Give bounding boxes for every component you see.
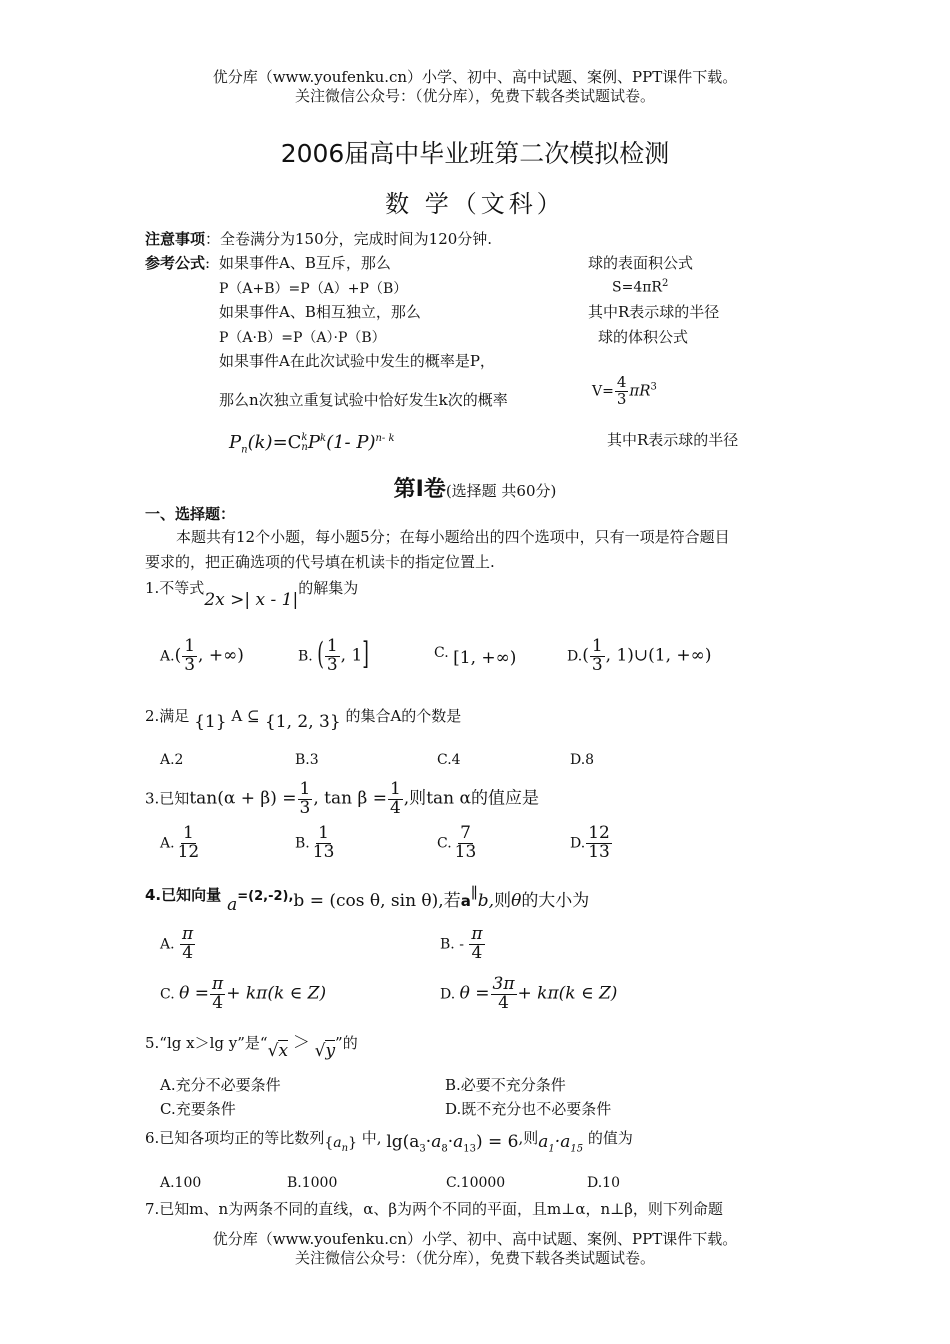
q3-p4: tan α xyxy=(426,788,471,809)
q4-vector-a: a xyxy=(227,895,238,915)
q3-p3: ,则 xyxy=(403,788,427,809)
q6-lg: lg(a xyxy=(386,1132,420,1152)
q2-option-c: C.4 xyxy=(437,752,461,768)
sphere-area: S=4πR xyxy=(612,279,662,296)
section-1-intro-2: 要求的，把正确选项的代号填在机读卡的指定位置上. xyxy=(145,553,495,571)
q4-theta: θ xyxy=(511,891,522,911)
question-2: 2.满足 {1} A ⊆ {1, 2, 3} 的集合A的个数是 xyxy=(145,707,462,732)
formulas-label-row xyxy=(145,252,210,273)
question-7: 7.已知m、n为两条不同的直线，α、β为两个不同的平面，且m⊥α，n⊥β，则下列命题 xyxy=(145,1200,723,1218)
q6-s1: 1 xyxy=(548,1143,555,1155)
q6-s13: 13 xyxy=(463,1143,476,1155)
footer-line-2: 关注微信公众号：（优分库），免费下载各类试题试卷。 xyxy=(294,1249,655,1267)
q3-a-den: 12 xyxy=(177,841,200,862)
section-1-label: 第Ⅰ卷 xyxy=(393,477,446,502)
q3-option-a xyxy=(160,825,202,862)
q1-b-tail: , 1 xyxy=(340,645,363,666)
q4-d-label: D. xyxy=(440,986,456,1003)
q6-option-c: C.10000 xyxy=(446,1175,506,1191)
q4-b2: b, xyxy=(477,891,495,911)
q4-a-label: A. xyxy=(160,936,175,953)
q5-option-a: A.充分不必要条件 xyxy=(160,1076,281,1094)
q1-option-c: C. [1, +∞) xyxy=(434,645,517,668)
q4-d-den: 4 xyxy=(498,992,509,1013)
q3-p1: tan(α + β) = xyxy=(189,788,297,809)
q1-d-num: 1 xyxy=(591,636,603,656)
q4-c-theta: θ = xyxy=(179,983,210,1004)
q6-prefix: 6.已知各项均正的等比数列 xyxy=(145,1129,325,1147)
binomial-eq: =C xyxy=(272,432,302,453)
q3-a-num: 1 xyxy=(182,823,194,843)
q3-den-3: 3 xyxy=(299,797,311,818)
q4-c-num: π xyxy=(212,974,224,994)
q3-b-label: B. xyxy=(295,835,310,852)
q3-option-b xyxy=(295,825,337,862)
q3-c-den: 13 xyxy=(454,841,477,862)
q1-a-label: A. xyxy=(160,648,175,665)
q3-d-label: D. xyxy=(570,835,586,852)
formula-right-2: 其中R表示球的半径 xyxy=(588,303,720,321)
section-1-intro-1: 本题共有12个小题，每小题5分；在每小题给出的四个选项中，只有一项是符合题目 xyxy=(176,528,730,546)
q5-option-c: C.充要条件 xyxy=(160,1100,236,1118)
q6-sub-n: n xyxy=(341,1142,349,1154)
q4-b-def: b = (cos θ, sin θ), xyxy=(293,891,444,911)
q4-if: 若 xyxy=(443,891,461,911)
volume-den: 3 xyxy=(616,389,627,408)
q3-p2: , tan β = xyxy=(313,788,387,809)
q1-d-den: 3 xyxy=(591,654,603,675)
header-line-2: 关注微信公众号：（优分库），免费下载各类试题试卷。 xyxy=(294,87,655,105)
q5-suffix: ”的 xyxy=(335,1034,358,1052)
q6-option-a: A.100 xyxy=(160,1175,202,1191)
question-4 xyxy=(145,880,590,915)
q1-a-den: 3 xyxy=(184,654,196,675)
formula-left-0: 如果事件A、B互斥，那么 xyxy=(219,254,391,272)
q4-parallel: ∥ xyxy=(470,884,478,902)
q6-suffix: 的值为 xyxy=(587,1129,633,1147)
binomial-formula: $P_n(k)=C$ k n $P^k(1-$ P)$^{n- k}$ xyxy=(229,432,395,456)
q2-set2: 1, 2, 3 xyxy=(275,712,330,732)
q2-option-b: B.3 xyxy=(295,752,319,768)
q5-option-b: B.必要不充分条件 xyxy=(445,1076,566,1094)
q4-then: 则 xyxy=(494,891,512,911)
question-5: 5.“lg x＞lg y”是“√x ＞ √y”的 xyxy=(145,1033,358,1061)
q4-a-den: 4 xyxy=(182,942,194,963)
binomial-exp: n- k xyxy=(375,433,395,444)
question-6: 6.已知各项均正的等比数列$\{a_n\}$ 中, $\lg(a_3\cdot a_8\cdot a_{13}) = 6$,则$a_1\cdot a_{15}$ 的值为 xyxy=(145,1129,633,1155)
q3-num-1b: 1 xyxy=(389,779,401,799)
q2-option-d: D.8 xyxy=(570,752,595,768)
q4-option-c xyxy=(160,976,326,1013)
formulas-label: 参考公式 xyxy=(145,254,206,272)
q1-c-text: 1, +∞) xyxy=(459,648,517,668)
q5-y: y xyxy=(325,1041,336,1061)
q5-prefix: 5.“lg x＞lg y”是“ xyxy=(145,1034,268,1052)
formulas-colon: : xyxy=(205,254,211,272)
q6-a8: a xyxy=(431,1132,442,1152)
formula-right-3: 球的体积公式 xyxy=(598,328,689,346)
q5-x: x xyxy=(278,1041,289,1061)
q3-b-den: 13 xyxy=(312,841,335,862)
section-1-title xyxy=(0,472,950,503)
q2-suffix: 的集合A的个数是 xyxy=(345,707,462,725)
q6-option-b: B.1000 xyxy=(287,1175,338,1191)
formula-left-5: 那么n次独立重复试验中恰好发生k次的概率 xyxy=(219,391,508,409)
q2-set1: 1 xyxy=(204,712,216,732)
binomial-p: P xyxy=(229,432,242,453)
notice-label: 注意事项 xyxy=(145,230,206,248)
q6-eq6: ) = 6 xyxy=(476,1132,519,1152)
q6-comma: ,则 xyxy=(518,1129,539,1147)
formula-left-2: 如果事件A、B相互独立，那么 xyxy=(219,303,421,321)
q3-den-4: 4 xyxy=(389,797,401,818)
q4-option-d xyxy=(440,976,617,1013)
q1-d-tail: , 1)∪(1, +∞) xyxy=(605,645,712,666)
q1-d-head: ( xyxy=(582,645,589,666)
q4-d-tail: + kπ(k ∈ Z) xyxy=(517,983,618,1004)
q3-p5: 的值应是 xyxy=(471,788,539,809)
q3-option-c xyxy=(437,825,479,862)
q3-c-num: 7 xyxy=(460,823,471,843)
q4-a-val: =(2,-2), xyxy=(237,889,294,904)
question-1 xyxy=(145,577,359,610)
q4-c-tail: + kπ(k ∈ Z) xyxy=(226,983,327,1004)
q1-option-b: B. ( $\frac{1}{3}$ , 1] xyxy=(298,636,369,675)
formula-left-3: P（A·B）=P（A）·P（B） xyxy=(219,330,386,346)
q4-c-den: 4 xyxy=(212,992,224,1013)
page-subtitle: 数 学（文科） xyxy=(385,190,565,218)
volume-lhs: V= xyxy=(592,383,614,400)
formula-right-4: 其中R表示球的半径 xyxy=(607,431,739,449)
binomial-k: k xyxy=(254,432,266,453)
question-3 xyxy=(145,781,539,818)
binomial-sub-n: n xyxy=(241,444,248,456)
q4-c-label: C. xyxy=(160,986,175,1003)
q6-a15: a xyxy=(560,1132,571,1152)
q4-tail: 的大小为 xyxy=(521,891,590,911)
q1-c-label: C. xyxy=(434,645,449,661)
q4-option-b xyxy=(440,926,486,963)
q4-b-den: 4 xyxy=(471,942,483,963)
section-1-heading: 一、选择题： xyxy=(145,505,236,523)
binomial-sup-k2: k xyxy=(320,433,327,444)
q6-s8: 8 xyxy=(441,1143,448,1155)
footer-line-1: 优分库（www.youfenku.cn）小学、初中、高中试题、案例、PPT课件下载。 xyxy=(212,1230,738,1248)
q6-s15: 15 xyxy=(570,1143,584,1155)
q1-suffix: 的解集为 xyxy=(298,579,359,597)
q1-b-den: 3 xyxy=(326,654,338,675)
q2-option-a: A.2 xyxy=(160,752,184,768)
q1-d-label: D. xyxy=(567,648,583,665)
q4-d-num: 3π xyxy=(492,974,515,994)
volume-exp: 3 xyxy=(650,381,657,393)
binomial-rest: (1- P) xyxy=(326,432,376,453)
q3-option-d xyxy=(570,825,613,862)
volume-num: 4 xyxy=(616,373,627,391)
q1-b-num: 1 xyxy=(326,636,338,656)
q1-option-a xyxy=(160,638,244,675)
q2-prefix: 2.满足 xyxy=(145,707,190,725)
formula-left-4: 如果事件A在此次试验中发生的概率是P， xyxy=(219,352,495,370)
q1-prefix: 1.不等式 xyxy=(145,579,205,597)
page-title: 2006届高中毕业班第二次模拟检测 xyxy=(280,139,670,168)
q3-prefix: 3.已知 xyxy=(145,789,190,808)
binomial-sup-k: k xyxy=(301,432,308,443)
q3-a-label: A. xyxy=(160,835,175,852)
q6-a1: a xyxy=(538,1132,549,1152)
q3-d-den: 13 xyxy=(588,841,610,862)
q1-expr: 2x >| x - 1| xyxy=(204,590,299,610)
binomial-P: P xyxy=(307,432,320,453)
q6-a: a xyxy=(333,1135,342,1151)
q1-a-head: ( xyxy=(174,645,182,666)
sphere-volume xyxy=(592,375,657,408)
formula-right-0: 球的表面积公式 xyxy=(588,254,694,272)
formula-left-1: P（A+B）=P（A）+P（B） xyxy=(219,281,408,297)
section-1-note: (选择题 共60分) xyxy=(445,482,557,500)
volume-rest: πR xyxy=(629,381,651,400)
sphere-area-exp: 2 xyxy=(661,278,669,289)
q5-option-d: D.既不充分也不必要条件 xyxy=(445,1100,612,1118)
q6-a13: a xyxy=(453,1132,464,1152)
header-line-1: 优分库（www.youfenku.cn）小学、初中、高中试题、案例、PPT课件下载。 xyxy=(212,68,738,86)
q6-s3: 3 xyxy=(419,1143,426,1155)
q2-mid: A ⊆ xyxy=(231,707,260,725)
formula-right-1 xyxy=(612,278,668,296)
q6-option-d: D.10 xyxy=(587,1175,620,1191)
q4-a-num: π xyxy=(182,924,194,944)
q3-num-1: 1 xyxy=(299,779,311,799)
q4-d-theta: θ = xyxy=(459,983,490,1004)
binomial-sub-n2: n xyxy=(301,442,308,453)
notice xyxy=(145,228,492,249)
q1-a-tail: , +∞) xyxy=(198,645,244,666)
q4-b-num: π xyxy=(471,924,483,944)
q1-option-d xyxy=(567,638,711,675)
notice-text: ：全卷满分为150分，完成时间为120分钟. xyxy=(205,230,493,248)
q4-b-label: B. - xyxy=(440,936,464,953)
q4-a2: a xyxy=(460,892,471,910)
q6-mid: 中, xyxy=(361,1129,382,1147)
q5-gt: ＞ xyxy=(292,1033,310,1053)
q1-a-num: 1 xyxy=(184,636,196,656)
q4-prefix: 4.已知向量 xyxy=(145,886,222,904)
q3-d-num: 12 xyxy=(588,823,610,843)
q3-c-label: C. xyxy=(437,835,452,852)
q1-b-label: B. xyxy=(298,648,313,665)
q4-option-a xyxy=(160,926,196,963)
q3-b-num: 1 xyxy=(318,823,329,843)
